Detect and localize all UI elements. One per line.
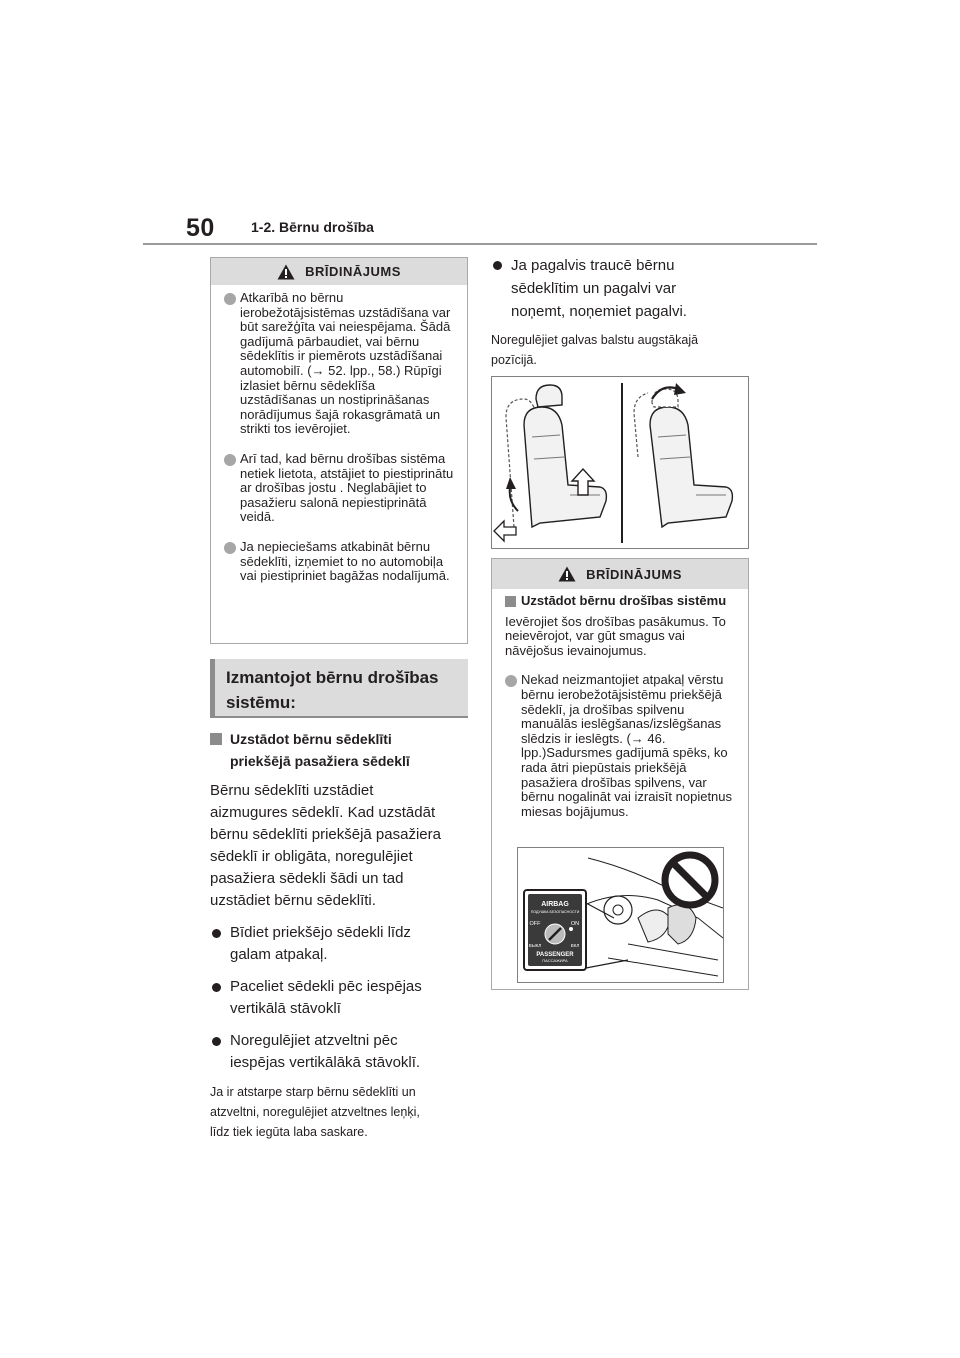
- list-item-line: Noregulējiet atzveltni pēc: [230, 1032, 398, 1049]
- section-heading: [210, 659, 468, 718]
- note-line: līdz tiek iegūta laba saskare.: [210, 1125, 368, 1139]
- list-item: [210, 922, 475, 966]
- paragraph-line: uzstādiet bērnu sēdeklīti.: [210, 892, 376, 909]
- warning-item: [224, 291, 455, 437]
- paragraph-line: pasažiera sēdekli šādi un tad: [210, 870, 404, 887]
- list-item-line: iespējas vertikālākā stāvoklī.: [230, 1054, 421, 1071]
- list-item-line: vertikālā stāvoklī: [230, 1000, 341, 1017]
- left-column: [210, 728, 475, 1142]
- section-heading-line1: Izmantojot bērnu drošības: [226, 668, 439, 687]
- bullet-dot-icon: [212, 983, 221, 992]
- airbag-on-ru-label: ВКЛ: [570, 943, 580, 948]
- bullet-dot-icon: [212, 1037, 221, 1046]
- bullet-dot-icon: [493, 261, 502, 270]
- list-item-line: Ja pagalvis traucē bērnu: [511, 257, 675, 274]
- warning-paragraph: Ievērojiet šos drošības pasākumus. To neievērojot, var gūt smagus vai nāvējošus ievainojumus.: [505, 613, 726, 658]
- note-line: Ja ir atstarpe starp bērnu sēdeklīti un: [210, 1085, 416, 1099]
- warning-item-text: Ja nepieciešams atkabināt bērnu sēdeklīti, izņemiet to no automobiļa vai piestipriniet bagāžas nodalījumā.: [240, 538, 450, 584]
- subheading-line1: Uzstādot bērnu sēdeklīti: [230, 731, 392, 747]
- square-bullet-icon: [505, 596, 516, 607]
- body-paragraph: [210, 780, 475, 912]
- list-item-line: Paceliet sēdekli pēc iespējas: [230, 978, 422, 995]
- list-item: [210, 1030, 475, 1074]
- bullet-dot-icon: [212, 929, 221, 938]
- airbag-subtitle: ПОДУШКА БЕЗОПАСНОСТИ: [530, 910, 580, 914]
- warning-item-text: Nekad neizmantojiet atpakaļ vērstu bērnu ierobežotājsistēmu priekšējā sēdeklī, ja drošības spilvenu manuālās ieslēgšanas/izslēgšanas slēdzis ir ieslēgts. (→ 46. lpp.)Sadursmes gadījumā spēks, ko rada ātri piepūstais priekšējā pasažiera drošības spilvens, var bērnu nogalināt vai izraisīt nopietnus miesas bojājumus.: [521, 672, 733, 819]
- bullet-dot-icon: [224, 454, 236, 466]
- note-text: [210, 1082, 475, 1142]
- warning-item-text: Arī tad, kad bērnu drošības sistēma netiek lietota, atstājiet to piestiprinātu ar drošības jostu . Neglabājiet to pasažieru salonā nepiestiprinātā veidā.: [240, 450, 454, 525]
- warning-title: BRĪDINĀJUMS: [305, 264, 401, 279]
- bullet-dot-icon: [224, 293, 236, 305]
- warning-item-text: Atkarībā no bērnu ierobežotājsistēmas uzstādīšana var būt sarežģīta vai neiespējama. Šādā gadījumā pārbaudiet, vai bērnu sēdeklītis ir piemērots uzstādīšanai automobilī. (→ 52. lpp., 58.) Rūpīgi izlasiet bērnu sēdeklīša uzstādīšanas un nostiprināšanas norādījumus šajā rokasgrāmatā un strikti tos ievērojiet.: [240, 290, 451, 437]
- section-title: 1-2. Bērnu drošība: [251, 219, 374, 235]
- warning-header: [211, 258, 467, 285]
- warning-box-left: [210, 257, 468, 644]
- warning-triangle-icon: [277, 264, 295, 280]
- seat-illustration: [492, 377, 748, 548]
- airbag-passenger-label: PASSENGER: [536, 952, 574, 958]
- right-column-top: [491, 254, 756, 370]
- airbag-switch-figure: [517, 847, 724, 983]
- warning-item: [224, 540, 455, 584]
- subheading: [210, 728, 475, 772]
- bullet-dot-icon: [505, 675, 517, 687]
- square-bullet-icon: [210, 733, 222, 745]
- airbag-dashboard-illustration: [518, 848, 723, 982]
- list-item-line: galam atpakaļ.: [230, 946, 328, 963]
- subheading-line2: priekšējā pasažiera sēdeklī: [230, 753, 410, 769]
- list-item: [210, 976, 475, 1020]
- warning-title: BRĪDINĀJUMS: [586, 566, 682, 582]
- section-heading-line2: sistēmu:: [226, 693, 296, 712]
- seat-adjustment-figure: [491, 376, 749, 549]
- warning-header: [492, 559, 748, 589]
- note-line: atzveltni, noregulējiet atzveltnes leņķi,: [210, 1105, 420, 1119]
- paragraph-line: sēdeklī ir obligāta, noregulējiet: [210, 848, 413, 865]
- warning-subheading: [505, 594, 736, 609]
- warning-triangle-icon: [558, 566, 576, 582]
- page-number: 50: [186, 214, 215, 242]
- note-line: pozīcijā.: [491, 353, 537, 367]
- bullet-dot-icon: [224, 542, 236, 554]
- airbag-title: AIRBAG: [541, 901, 569, 908]
- airbag-on-label: ON: [570, 921, 580, 927]
- list-item-line: Bīdiet priekšējo sēdekli līdz: [230, 924, 411, 941]
- header-divider: [143, 243, 817, 245]
- paragraph-line: aizmugures sēdeklī. Kad uzstādāt: [210, 804, 436, 821]
- warning-box-right: [491, 558, 749, 990]
- airbag-passenger-ru-label: ПАССАЖИРА: [542, 958, 568, 963]
- warning-item: [224, 452, 455, 525]
- note-line: Noregulējiet galvas balstu augstākajā: [491, 333, 699, 347]
- list-item-line: noņemt, noņemiet pagalvi.: [511, 303, 687, 320]
- warning-subheading-text: Uzstādot bērnu drošības sistēmu: [521, 593, 727, 608]
- note-text: [491, 330, 756, 370]
- paragraph-line: Bērnu sēdeklīti uzstādiet: [210, 782, 374, 799]
- airbag-off-ru-label: ВЫКЛ: [528, 943, 542, 948]
- list-item: [491, 254, 756, 323]
- warning-item: [505, 673, 736, 819]
- list-item-line: sēdeklītim un pagalvi var: [511, 280, 677, 297]
- paragraph-line: bērnu sēdeklīti priekšējā pasažiera: [210, 826, 441, 843]
- airbag-off-label: OFF: [529, 921, 541, 927]
